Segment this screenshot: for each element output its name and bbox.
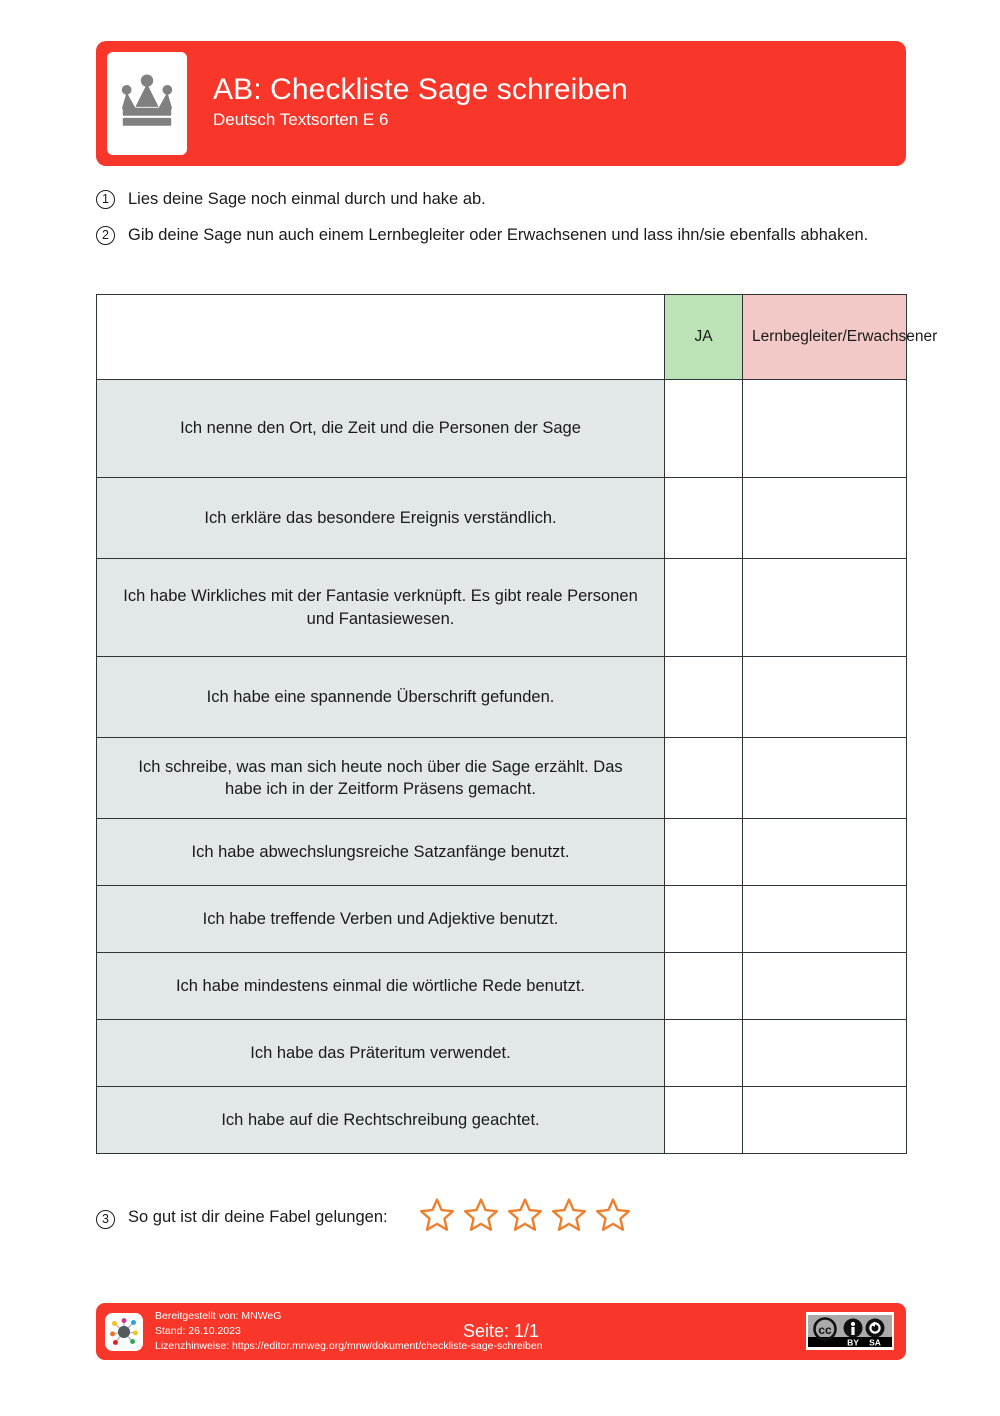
cc-by-label: BY bbox=[847, 1337, 859, 1347]
checkbox-cell-adult[interactable] bbox=[743, 1020, 907, 1087]
criterion-cell: Ich habe mindestens einmal die wörtliche Rede benutzt. bbox=[97, 953, 665, 1020]
table-row bbox=[97, 380, 907, 478]
cc-sa-label: SA bbox=[869, 1337, 881, 1347]
checkbox-cell-ja[interactable] bbox=[665, 478, 743, 559]
checkbox-cell-adult[interactable] bbox=[743, 738, 907, 819]
instruction-list bbox=[96, 188, 906, 260]
step-number-1: 1 bbox=[96, 190, 115, 209]
footer-page-number: Seite: 1/1 bbox=[462, 1321, 540, 1341]
checkbox-cell-ja[interactable] bbox=[665, 819, 743, 886]
table-row bbox=[97, 1020, 907, 1087]
star-icon[interactable] bbox=[418, 1196, 456, 1239]
header-icon-box bbox=[107, 52, 187, 155]
instruction-text-1: Lies deine Sage noch einmal durch und hake ab. bbox=[128, 190, 486, 208]
footer-date: Stand: 26.10.2023 bbox=[155, 1324, 241, 1337]
checkbox-cell-ja[interactable] bbox=[665, 380, 743, 478]
checkbox-cell-ja[interactable] bbox=[665, 1020, 743, 1087]
checkbox-cell-adult[interactable] bbox=[743, 657, 907, 738]
criterion-cell: Ich schreibe, was man sich heute noch über die Sage erzählt. Das habe ich in der Zeitform Präsens gemacht. bbox=[97, 738, 665, 819]
checkbox-cell-ja[interactable] bbox=[665, 953, 743, 1020]
cc-license-badge[interactable] bbox=[806, 1312, 894, 1350]
rating-label: So gut ist dir deine Fabel gelungen: bbox=[128, 1208, 388, 1226]
crown-icon bbox=[116, 70, 178, 137]
criterion-cell: Ich habe das Präteritum verwendet. bbox=[97, 1020, 665, 1087]
checkbox-cell-adult[interactable] bbox=[743, 953, 907, 1020]
table-header-row bbox=[97, 295, 907, 380]
checklist-table bbox=[96, 294, 938, 1154]
checkbox-cell-adult[interactable] bbox=[743, 886, 907, 953]
table-row bbox=[97, 478, 907, 559]
page-subtitle: Deutsch Textsorten E 6 bbox=[213, 110, 389, 130]
step-number-3: 3 bbox=[96, 1210, 115, 1229]
criterion-cell: Ich habe eine spannende Überschrift gefunden. bbox=[97, 657, 665, 738]
instruction-item-1 bbox=[96, 188, 906, 211]
document-header bbox=[96, 41, 906, 166]
instruction-text-2: Gib deine Sage nun auch einem Lernbegleiter oder Erwachsenen und lass ihn/sie ebenfalls abhaken. bbox=[128, 225, 869, 244]
table-body bbox=[97, 380, 907, 1154]
checkbox-cell-adult[interactable] bbox=[743, 380, 907, 478]
checkbox-cell-ja[interactable] bbox=[665, 559, 743, 657]
header-cell-adult: Lernbegleiter/Erwachsener bbox=[743, 295, 907, 380]
star-icon[interactable] bbox=[594, 1196, 632, 1239]
checkbox-cell-adult[interactable] bbox=[743, 559, 907, 657]
star-icon[interactable] bbox=[550, 1196, 588, 1239]
criterion-cell: Ich habe auf die Rechtschreibung geachtet. bbox=[97, 1087, 665, 1154]
checkbox-cell-ja[interactable] bbox=[665, 738, 743, 819]
document-footer bbox=[96, 1303, 906, 1360]
table-row bbox=[97, 953, 907, 1020]
checkbox-cell-ja[interactable] bbox=[665, 886, 743, 953]
instruction-item-2 bbox=[96, 224, 906, 247]
criterion-cell: Ich erkläre das besondere Ereignis verständlich. bbox=[97, 478, 665, 559]
page-title: AB: Checkliste Sage schreiben bbox=[213, 72, 628, 106]
footer-provided-by: Bereitgestellt von: MNWeG bbox=[155, 1309, 282, 1322]
table-row bbox=[97, 559, 907, 657]
criterion-cell: Ich nenne den Ort, die Zeit und die Personen der Sage bbox=[97, 380, 665, 478]
checkbox-cell-adult[interactable] bbox=[743, 819, 907, 886]
star-icon[interactable] bbox=[462, 1196, 500, 1239]
svg-text:cc: cc bbox=[818, 1323, 832, 1337]
star-rating[interactable] bbox=[418, 1196, 632, 1239]
table-row bbox=[97, 657, 907, 738]
criterion-cell: Ich habe abwechslungsreiche Satzanfänge benutzt. bbox=[97, 819, 665, 886]
header-text-block bbox=[213, 73, 628, 135]
table-row bbox=[97, 886, 907, 953]
table-row bbox=[97, 819, 907, 886]
checkbox-cell-adult[interactable] bbox=[743, 1087, 907, 1154]
mnweg-logo-icon bbox=[105, 1313, 143, 1351]
table-row bbox=[97, 738, 907, 819]
checkbox-cell-adult[interactable] bbox=[743, 478, 907, 559]
footer-meta-block bbox=[155, 1309, 543, 1355]
footer-license-note[interactable]: Lizenzhinweise: https://editor.mnweg.org/mnw/dokument/checkliste-sage-schreiben bbox=[155, 1340, 543, 1353]
checkbox-cell-ja[interactable] bbox=[665, 657, 743, 738]
criterion-cell: Ich habe Wirkliches mit der Fantasie verknüpft. Es gibt reale Personen und Fantasiewesen. bbox=[97, 559, 665, 657]
star-icon[interactable] bbox=[506, 1196, 544, 1239]
header-cell-criterion bbox=[97, 295, 665, 380]
criterion-cell: Ich habe treffende Verben und Adjektive benutzt. bbox=[97, 886, 665, 953]
step-number-2: 2 bbox=[96, 226, 115, 245]
rating-row bbox=[96, 1196, 632, 1239]
header-cell-ja: JA bbox=[665, 295, 743, 380]
checkbox-cell-ja[interactable] bbox=[665, 1087, 743, 1154]
table-head bbox=[97, 295, 938, 380]
table-row bbox=[97, 1087, 907, 1154]
